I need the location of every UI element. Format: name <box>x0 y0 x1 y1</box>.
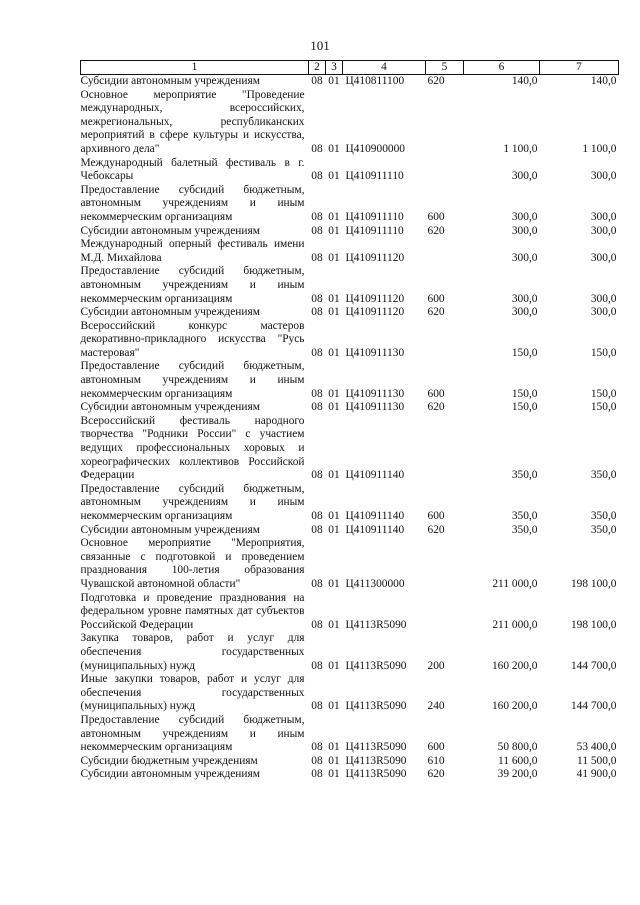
target-article-code: Ц4113R5090 <box>345 768 407 781</box>
amount-col-7: 41 900,0 <box>576 768 617 781</box>
expense-type-code: 620 <box>427 768 445 781</box>
amount-col-6: 150,0 <box>511 401 538 414</box>
expense-type-code: 240 <box>427 700 445 713</box>
section-code: 08 <box>311 700 323 713</box>
amount-col-7: 144 700,0 <box>570 700 617 713</box>
header-col-4: 4 <box>343 61 426 75</box>
subsection-code: 01 <box>328 768 340 781</box>
row-name: Закупка товаров, работ и услуг для обеспечения государственных (муниципальных) нужд <box>80 632 305 672</box>
target-article-code: Ц4113R5090 <box>345 618 407 631</box>
amount-col-7: 150,0 <box>590 387 617 400</box>
subsection-code: 01 <box>328 251 340 264</box>
amount-col-7: 11 500,0 <box>577 754 617 767</box>
target-article-code: Ц410911140 <box>345 523 405 536</box>
header-col-2: 2 <box>309 61 326 75</box>
amount-col-6: 350,0 <box>511 469 538 482</box>
target-article-code: Ц410811100 <box>345 75 405 87</box>
row-name: Предоставление субсидий бюджетным, автономным учреждениям и иным некоммерческим организациям <box>80 360 305 400</box>
target-article-code: Ц4113R5090 <box>345 754 407 767</box>
section-code: 08 <box>311 346 323 359</box>
target-article-code: Ц410911140 <box>345 469 405 482</box>
expense-type-code: 620 <box>427 306 445 319</box>
table-row <box>81 360 619 401</box>
target-article-code: Ц410911130 <box>345 387 405 400</box>
amount-col-7: 53 400,0 <box>576 741 617 754</box>
amount-col-6: 150,0 <box>511 346 538 359</box>
subsection-code: 01 <box>328 387 340 400</box>
amount-col-6: 140,0 <box>511 75 538 87</box>
section-code: 08 <box>311 292 323 305</box>
row-name: Субсидии автономным учреждениям <box>80 75 260 87</box>
header-col-7: 7 <box>540 61 619 75</box>
amount-col-6: 211 000,0 <box>492 577 538 590</box>
target-article-code: Ц410911130 <box>345 401 405 414</box>
amount-col-6: 150,0 <box>511 387 538 400</box>
section-code: 08 <box>311 251 323 264</box>
subsection-code: 01 <box>328 510 340 522</box>
expense-type-code: 600 <box>427 387 445 400</box>
section-code: 08 <box>311 768 323 781</box>
amount-col-6: 350,0 <box>511 510 538 522</box>
target-article-code: Ц410911120 <box>345 306 405 319</box>
section-code: 08 <box>311 306 323 319</box>
target-article-code: Ц410911130 <box>345 346 405 359</box>
amount-col-6: 350,0 <box>511 523 538 536</box>
expense-type-code <box>426 89 464 157</box>
expense-type-code: 620 <box>427 75 445 87</box>
table-row <box>81 225 619 239</box>
amount-col-7: 300,0 <box>590 292 617 305</box>
subsection-code: 01 <box>328 224 340 237</box>
expense-type-code <box>426 238 464 265</box>
header-col-1: 1 <box>81 61 309 75</box>
amount-col-7: 300,0 <box>590 306 617 319</box>
amount-col-7: 198 100,0 <box>570 618 617 631</box>
header-row <box>81 61 619 75</box>
table-row <box>81 592 619 633</box>
section-code: 08 <box>311 75 323 87</box>
table-row <box>81 768 619 782</box>
target-article-code: Ц4113R5090 <box>345 700 407 713</box>
subsection-code: 01 <box>328 170 340 183</box>
amount-col-7: 198 100,0 <box>570 577 617 590</box>
budget-table <box>80 60 619 782</box>
row-name: Основное мероприятие "Проведение международных, всероссийских, межрегиональных, республиканских мероприятий в сфере культуры и искусства, архивного дела" <box>80 88 305 155</box>
row-name: Субсидии автономным учреждениям <box>80 306 260 319</box>
target-article-code: Ц410911110 <box>345 224 404 237</box>
section-code: 08 <box>311 224 323 237</box>
subsection-code: 01 <box>328 523 340 536</box>
row-name: Субсидии автономным учреждениям <box>80 523 260 536</box>
section-code: 08 <box>311 618 323 631</box>
amount-col-7: 300,0 <box>590 170 617 183</box>
target-article-code: Ц4113R5090 <box>345 741 407 754</box>
header-col-6: 6 <box>464 61 540 75</box>
subsection-code: 01 <box>328 741 340 754</box>
target-article-code: Ц410900000 <box>345 142 405 155</box>
subsection-code: 01 <box>328 700 340 713</box>
expense-type-code <box>426 157 464 184</box>
table-row <box>81 673 619 714</box>
amount-col-6: 160 200,0 <box>491 700 538 713</box>
target-article-code: Ц410911110 <box>345 210 404 223</box>
section-code: 08 <box>311 401 323 414</box>
expense-type-code <box>426 320 464 361</box>
amount-col-7: 140,0 <box>590 75 617 87</box>
subsection-code: 01 <box>328 142 340 155</box>
row-name: Предоставление субсидий бюджетным, автономным учреждениям и иным некоммерческим организациям <box>80 183 305 223</box>
row-name: Предоставление субсидий бюджетным, автономным учреждениям и иным некоммерческим организациям <box>80 713 305 754</box>
expense-type-code: 600 <box>427 741 445 754</box>
section-code: 08 <box>311 523 323 536</box>
table-row <box>81 75 619 89</box>
table-row <box>81 537 619 591</box>
row-name: Предоставление субсидий бюджетным, автономным учреждениям и иным некоммерческим организациям <box>80 482 305 522</box>
amount-col-7: 1 100,0 <box>582 142 617 155</box>
section-code: 08 <box>311 170 323 183</box>
target-article-code: Ц410911110 <box>345 170 404 183</box>
expense-type-code: 600 <box>427 210 445 223</box>
subsection-code: 01 <box>328 618 340 631</box>
table-row <box>81 401 619 415</box>
amount-col-6: 211 000,0 <box>492 618 538 631</box>
subsection-code: 01 <box>328 75 340 87</box>
section-code: 08 <box>311 469 323 482</box>
amount-col-7: 300,0 <box>590 210 617 223</box>
amount-col-6: 300,0 <box>511 210 538 223</box>
expense-type-code: 600 <box>427 292 445 305</box>
subsection-code: 01 <box>328 577 340 590</box>
amount-col-7: 350,0 <box>590 469 617 482</box>
table-row <box>81 755 619 769</box>
section-code: 08 <box>311 142 323 155</box>
amount-col-7: 150,0 <box>590 346 617 359</box>
amount-col-6: 300,0 <box>511 306 538 319</box>
row-name: Предоставление субсидий бюджетным, автономным учреждениям и иным некоммерческим организациям <box>80 265 305 305</box>
header-col-3: 3 <box>326 61 343 75</box>
row-name: Субсидии автономным учреждениям <box>80 768 260 781</box>
row-name: Основное мероприятие "Мероприятия, связанные с подготовкой и проведением празднования 100-летия образования Чувашской автономной области" <box>80 537 305 590</box>
section-code: 08 <box>311 387 323 400</box>
target-article-code: Ц410911140 <box>345 510 405 522</box>
amount-col-6: 300,0 <box>511 251 538 264</box>
amount-col-6: 160 200,0 <box>491 659 538 672</box>
expense-type-code <box>426 592 464 633</box>
expense-type-code: 610 <box>427 754 445 767</box>
amount-col-7: 300,0 <box>590 251 617 264</box>
table-row <box>81 524 619 538</box>
amount-col-6: 300,0 <box>511 292 538 305</box>
subsection-code: 01 <box>328 210 340 223</box>
subsection-code: 01 <box>328 306 340 319</box>
expense-type-code: 620 <box>427 523 445 536</box>
table-row <box>81 306 619 320</box>
table-row <box>81 265 619 306</box>
section-code: 08 <box>311 754 323 767</box>
target-article-code: Ц410911120 <box>345 292 405 305</box>
row-name: Всероссийский конкурс мастеров декоративно-прикладного искусства "Русь мастеровая" <box>80 319 305 359</box>
amount-col-6: 300,0 <box>511 170 538 183</box>
subsection-code: 01 <box>328 754 340 767</box>
target-article-code: Ц4113R5090 <box>345 659 407 672</box>
table-row <box>81 157 619 184</box>
expense-type-code <box>426 537 464 591</box>
subsection-code: 01 <box>328 346 340 359</box>
section-code: 08 <box>311 577 323 590</box>
table-row <box>81 320 619 361</box>
table-row <box>81 89 619 157</box>
subsection-code: 01 <box>328 401 340 414</box>
target-article-code: Ц411300000 <box>345 577 405 590</box>
expense-type-code: 600 <box>427 510 445 522</box>
table-row <box>81 415 619 483</box>
table-row <box>81 238 619 265</box>
header-col-5: 5 <box>426 61 464 75</box>
amount-col-7: 144 700,0 <box>570 659 617 672</box>
section-code: 08 <box>311 659 323 672</box>
amount-col-6: 11 600,0 <box>498 754 538 767</box>
amount-col-7: 350,0 <box>590 523 617 536</box>
section-code: 08 <box>311 510 323 522</box>
amount-col-7: 350,0 <box>590 510 617 522</box>
amount-col-7: 300,0 <box>590 224 617 237</box>
row-name: Субсидии автономным учреждениям <box>80 401 260 414</box>
row-name: Субсидии автономным учреждениям <box>80 224 260 237</box>
expense-type-code <box>426 415 464 483</box>
amount-col-6: 50 800,0 <box>497 741 538 754</box>
amount-col-7: 150,0 <box>590 401 617 414</box>
section-code: 08 <box>311 210 323 223</box>
subsection-code: 01 <box>328 292 340 305</box>
subsection-code: 01 <box>328 659 340 672</box>
table-row <box>81 632 619 673</box>
row-name: Международный балетный фестиваль в г. Чебоксары <box>80 156 305 183</box>
subsection-code: 01 <box>328 469 340 482</box>
section-code: 08 <box>311 741 323 754</box>
row-name: Подготовка и проведение празднования на федеральном уровне памятных дат субъектов Российской Федерации <box>80 591 305 631</box>
expense-type-code: 200 <box>427 659 445 672</box>
amount-col-6: 1 100,0 <box>503 142 538 155</box>
page-number: 101 <box>310 38 330 53</box>
row-name: Международный оперный фестиваль имени М.Д. Михайлова <box>80 238 305 264</box>
row-name: Иные закупки товаров, работ и услуг для обеспечения государственных (муниципальных) нужд <box>80 673 305 713</box>
target-article-code: Ц410911120 <box>345 251 405 264</box>
expense-type-code: 620 <box>427 401 445 414</box>
expense-type-code: 620 <box>427 224 445 237</box>
table-row <box>81 483 619 524</box>
row-name: Всероссийский фестиваль народного творчества "Родники России" с участием ведущих профессиональных хоровых и хореографических коллективов Российской Федерации <box>80 414 305 482</box>
table-row <box>81 184 619 225</box>
table-row <box>81 714 619 755</box>
amount-col-6: 300,0 <box>511 224 538 237</box>
amount-col-6: 39 200,0 <box>497 768 538 781</box>
row-name: Субсидии бюджетным учреждениям <box>80 754 258 767</box>
